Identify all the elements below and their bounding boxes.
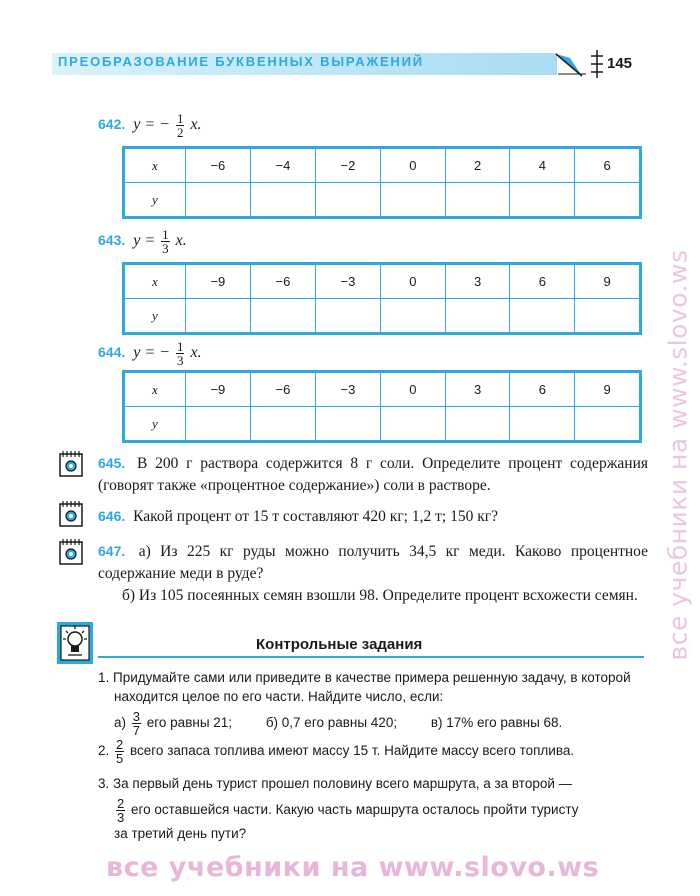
task-number: 646. bbox=[98, 508, 126, 524]
table-cell: 0 bbox=[380, 148, 445, 183]
table-cell-empty bbox=[185, 407, 250, 442]
table-row-y bbox=[124, 299, 641, 334]
formula-rhs: x. bbox=[175, 232, 187, 250]
table-cell-empty bbox=[185, 299, 250, 334]
table-cell: −3 bbox=[315, 264, 380, 299]
task-645 bbox=[98, 452, 648, 497]
table-cell: −4 bbox=[250, 148, 315, 183]
formula-lhs: y = − bbox=[133, 116, 170, 134]
table-cell: 4 bbox=[510, 148, 575, 183]
table-cell: −3 bbox=[315, 372, 380, 407]
control-item-text: его оставшейся части. Какую часть маршрута осталось пройти туристу bbox=[131, 802, 579, 818]
table-row-x bbox=[124, 372, 641, 407]
watermark-side: все учебники на www.slovo.ws bbox=[663, 249, 693, 661]
table-cell-label: y bbox=[124, 183, 186, 218]
values-table-643 bbox=[122, 262, 642, 335]
table-cell: −9 bbox=[185, 264, 250, 299]
item-number: 2. bbox=[98, 743, 110, 759]
option-a-text: его равны 21; bbox=[146, 715, 233, 731]
table-cell: −6 bbox=[250, 264, 315, 299]
table-row-x bbox=[124, 148, 641, 183]
table-cell: −9 bbox=[185, 372, 250, 407]
table-cell-empty bbox=[380, 407, 445, 442]
table-cell-empty bbox=[315, 299, 380, 334]
notepad-icon bbox=[58, 500, 84, 528]
option-a-prefix: а) bbox=[114, 715, 127, 731]
lightbulb-icon bbox=[57, 622, 93, 664]
header-title: ПРЕОБРАЗОВАНИЕ БУКВЕННЫХ ВЫРАЖЕНИЙ bbox=[58, 54, 424, 69]
fraction: $\frac{2}{5}$ bbox=[116, 737, 124, 766]
task-646 bbox=[98, 505, 648, 528]
fraction: $\frac{1}{2}$ bbox=[176, 111, 184, 140]
page-number: 145 bbox=[607, 55, 633, 72]
table-cell-empty bbox=[575, 183, 641, 218]
page-header bbox=[52, 50, 642, 78]
table-cell-empty bbox=[575, 299, 641, 334]
option-c-text: в) 17% его равны 68. bbox=[430, 715, 563, 731]
exercise-643-title bbox=[98, 228, 187, 255]
notepad-icon bbox=[58, 450, 84, 478]
table-cell: 9 bbox=[575, 372, 641, 407]
table-cell-label: x bbox=[124, 148, 186, 183]
table-cell: −6 bbox=[250, 372, 315, 407]
control-item-1 bbox=[98, 668, 646, 737]
fraction: $\frac{2}{3}$ bbox=[117, 796, 125, 825]
formula-lhs: y = − bbox=[133, 344, 170, 362]
control-item-text: за третий день пути? bbox=[114, 826, 247, 841]
table-row-y bbox=[124, 407, 641, 442]
exercise-number: 643. bbox=[98, 232, 126, 249]
pennant-icon bbox=[552, 50, 588, 78]
section-divider bbox=[98, 656, 644, 658]
values-table-642 bbox=[122, 146, 642, 219]
table-cell-label: x bbox=[124, 372, 186, 407]
table-cell-empty bbox=[510, 407, 575, 442]
formula-rhs: x. bbox=[190, 344, 202, 362]
task-text-b: б) Из 105 посеянных семян взошли 98. Определите процент всхожести семян. bbox=[122, 587, 638, 604]
values-table-644 bbox=[122, 370, 642, 443]
control-item-options bbox=[98, 710, 646, 737]
table-cell-empty bbox=[445, 183, 510, 218]
exercise-644-title bbox=[98, 340, 202, 367]
task-number: 645. bbox=[98, 455, 126, 471]
fraction: $\frac{3}{7}$ bbox=[132, 709, 141, 738]
table-cell: −6 bbox=[185, 148, 250, 183]
table-cell: 6 bbox=[510, 264, 575, 299]
table-cell-empty bbox=[250, 299, 315, 334]
table-row-x bbox=[124, 264, 641, 299]
table-cell: 3 bbox=[445, 372, 510, 407]
table-cell: 6 bbox=[510, 372, 575, 407]
notepad-icon bbox=[58, 538, 84, 566]
table-cell-empty bbox=[250, 407, 315, 442]
exercise-642-title bbox=[98, 112, 202, 139]
control-item-text: всего запаса топлива имеют массу 15 т. Найдите массу всего топлива. bbox=[130, 743, 575, 759]
task-number: 647. bbox=[98, 543, 126, 559]
task-text: Какой процент от 15 т составляют 420 кг; 1,2 т; 150 кг? bbox=[133, 508, 498, 525]
table-cell-empty bbox=[185, 183, 250, 218]
exercise-number: 642. bbox=[98, 116, 126, 133]
watermark-bottom: все учебники на www.slovo.ws bbox=[106, 852, 600, 883]
formula-lhs: y = bbox=[133, 232, 156, 250]
table-cell-empty bbox=[380, 183, 445, 218]
fraction: $\frac{1}{3}$ bbox=[162, 227, 169, 256]
notebook-spiral-icon bbox=[590, 50, 604, 78]
table-cell-empty bbox=[445, 299, 510, 334]
fraction: $\frac{1}{3}$ bbox=[176, 339, 184, 368]
table-cell-empty bbox=[575, 407, 641, 442]
table-cell: 6 bbox=[575, 148, 641, 183]
table-cell-label: y bbox=[124, 407, 186, 442]
task-text: В 200 г раствора содержится 8 г соли. Определите процент содержания (говорят также «процентное содержание») соли в растворе. bbox=[98, 455, 648, 494]
table-cell: 3 bbox=[445, 264, 510, 299]
section-title: Контрольные задания bbox=[256, 636, 423, 653]
table-cell: 0 bbox=[380, 264, 445, 299]
exercise-number: 644. bbox=[98, 344, 126, 361]
table-cell-empty bbox=[315, 183, 380, 218]
table-cell-empty bbox=[510, 299, 575, 334]
table-cell-empty bbox=[250, 183, 315, 218]
table-cell-label: y bbox=[124, 299, 186, 334]
control-item-text: 3. За первый день турист прошел половину всего маршрута, а за второй — bbox=[98, 776, 573, 791]
table-cell: 0 bbox=[380, 372, 445, 407]
table-cell-empty bbox=[380, 299, 445, 334]
table-cell: 2 bbox=[445, 148, 510, 183]
table-cell-label: x bbox=[124, 264, 186, 299]
table-row-y bbox=[124, 183, 641, 218]
table-cell-empty bbox=[445, 407, 510, 442]
control-item-line2 bbox=[98, 797, 646, 824]
option-b-text: б) 0,7 его равны 420; bbox=[265, 715, 398, 731]
control-item-text: 1. Придумайте сами или приведите в качестве примера решенную задачу, в которой находится целое по его части. Найдите число, если: bbox=[98, 670, 631, 704]
task-text-a: а) Из 225 кг руды можно получить 34,5 кг меди. Каково процентное содержание меди в руде? bbox=[98, 543, 649, 582]
table-cell-empty bbox=[510, 183, 575, 218]
table-cell: −2 bbox=[315, 148, 380, 183]
control-item-3 bbox=[98, 774, 646, 843]
formula-rhs: x. bbox=[190, 116, 202, 134]
table-cell: 9 bbox=[575, 264, 641, 299]
table-cell-empty bbox=[315, 407, 380, 442]
task-647 bbox=[98, 540, 648, 607]
control-item-2 bbox=[98, 738, 646, 765]
